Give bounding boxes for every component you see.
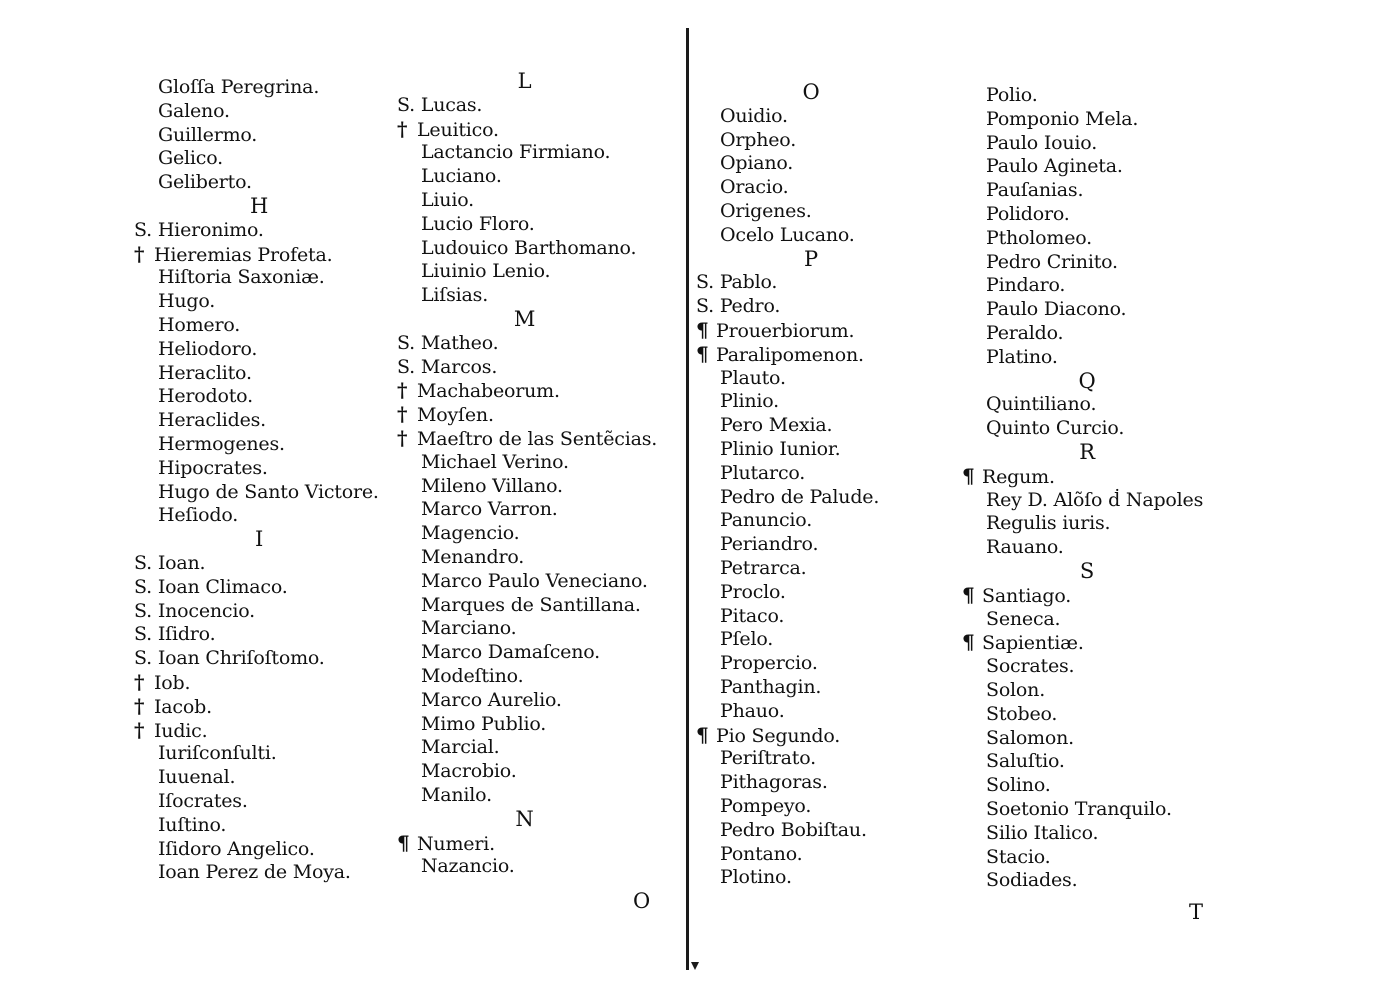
section-letter: H (249, 193, 269, 218)
index-entry (397, 379, 652, 403)
index-entry (134, 576, 384, 600)
index-entry-text: S. Ioan Climaco. (134, 575, 288, 598)
index-entry (134, 243, 384, 267)
index-entry (696, 843, 926, 867)
section-letter: I (254, 527, 264, 552)
index-entry (696, 152, 926, 176)
index-entry (397, 284, 652, 308)
pilcrow-icon: ¶ (397, 830, 410, 855)
index-entry-text: Nazancio. (421, 855, 515, 878)
index-entry-text: Liuio. (421, 188, 474, 211)
index-entry-text: Plotino. (720, 866, 792, 889)
index-entry (696, 295, 926, 319)
index-entry-text: Macrobio. (421, 760, 517, 783)
index-entry (397, 451, 652, 475)
index-entry-text: Geliberto. (158, 171, 252, 194)
index-entry (696, 390, 926, 414)
index-entry (134, 695, 384, 719)
index-entry-text: Mimo Publio. (421, 712, 547, 735)
dagger-icon: † (134, 241, 145, 266)
index-entry (696, 224, 926, 248)
dagger-icon: † (397, 116, 408, 141)
index-entry (962, 322, 1212, 346)
index-entry-text: Marco Aurelio. (421, 688, 562, 711)
index-entry-text: S. Inocencio. (134, 599, 255, 622)
index-entry-text: Hieremias Profeta. (154, 243, 333, 266)
index-entry-text: Ouidio. (720, 104, 788, 127)
index-entry-text: Regulis iuris. (986, 512, 1111, 535)
index-entry-text: Polio. (986, 84, 1038, 106)
index-entry-text: Sapientiæ. (982, 632, 1084, 655)
pilcrow-icon: ¶ (696, 317, 709, 342)
index-entry-text: Menandro. (421, 545, 525, 568)
pilcrow-icon: ¶ (962, 630, 975, 655)
index-entry-text: Lucio Floro. (421, 212, 535, 235)
index-entry (962, 274, 1212, 298)
section-letter: S (1079, 558, 1095, 583)
index-entry (696, 866, 926, 890)
index-entry (134, 766, 384, 790)
index-column-1 (134, 76, 384, 885)
index-entry (397, 237, 652, 261)
index-entry-text: Propercio. (720, 652, 818, 675)
index-entry (397, 165, 652, 189)
index-entry-text: S. Iſidro. (134, 623, 216, 646)
index-entry (134, 314, 384, 338)
index-entry-text: Hugo de Santo Victore. (158, 480, 379, 503)
index-entry-text: Phauo. (720, 699, 785, 722)
section-letter: L (517, 69, 532, 93)
index-entry-text: Iuuenal. (158, 766, 236, 789)
index-entry-text: Paulo Iouio. (986, 131, 1098, 154)
index-entry-text: Machabeorum. (417, 380, 560, 403)
index-entry (962, 774, 1212, 798)
index-entry (134, 76, 384, 100)
dagger-icon: † (397, 425, 408, 450)
index-entry (397, 475, 652, 499)
index-entry-text: S. Pablo. (696, 271, 778, 294)
index-entry (696, 319, 926, 343)
index-entry (962, 869, 1212, 893)
index-entry (397, 617, 652, 641)
index-entry (397, 641, 652, 665)
index-entry (962, 536, 1212, 560)
index-entry-text: Periandro. (720, 533, 819, 556)
index-entry-text: Pedro Bobiſtau. (720, 818, 867, 841)
index-entry (962, 155, 1212, 179)
index-entry (962, 727, 1212, 751)
index-entry (134, 838, 384, 862)
index-entry-text: Maeſtro de las Sentẽcias. (417, 427, 658, 450)
index-entry (962, 346, 1212, 370)
index-entry-text: S. Hieronimo. (134, 218, 264, 241)
index-entry-text: Platino. (986, 345, 1058, 368)
index-entry-text: Periſtrato. (720, 747, 816, 770)
index-entry-text: Luciano. (421, 165, 502, 188)
index-entry (397, 665, 652, 689)
index-entry (397, 189, 652, 213)
index-entry-text: Marques de Santillana. (421, 593, 641, 616)
index-entry-text: Iudic. (154, 719, 208, 742)
index-entry (397, 94, 652, 118)
index-entry (134, 409, 384, 433)
index-entry (397, 855, 652, 879)
index-entry-text: Polidoro. (986, 202, 1070, 225)
index-entry-text: Pedro de Palude. (720, 485, 880, 508)
index-entry-text: S. Pedro. (696, 295, 781, 318)
dagger-icon: † (397, 402, 408, 427)
gutter-rule-end (691, 962, 699, 970)
index-entry (134, 623, 384, 647)
index-entry-text: Iuriſconſulti. (158, 742, 277, 765)
index-entry-text: Mileno Villano. (421, 474, 563, 497)
index-entry (962, 489, 1212, 513)
index-entry (134, 362, 384, 386)
index-entry (134, 481, 384, 505)
section-letter: Q (1078, 368, 1096, 393)
index-entry-text: Marco Damaſceno. (421, 641, 600, 664)
index-entry-text: Regum. (982, 465, 1055, 488)
section-letter: O (802, 80, 820, 104)
index-entry-text: Seneca. (986, 607, 1061, 630)
index-entry (397, 570, 652, 594)
index-entry (696, 652, 926, 676)
index-entry-text: Galeno. (158, 99, 230, 122)
index-entry-text: Soetonio Tranquilo. (986, 797, 1172, 820)
gutter-rule (686, 28, 689, 970)
index-entry-text: Ludouico Barthomano. (421, 236, 637, 259)
index-entry-text: Solino. (986, 774, 1051, 797)
index-entry-text: Sodiades. (986, 869, 1078, 892)
index-entry-text: Pomponio Mela. (986, 107, 1139, 130)
index-entry-text: Leuitico. (417, 118, 499, 141)
index-entry-text: Guillermo. (158, 123, 258, 146)
index-entry-text: Lactancio Firmiano. (421, 141, 611, 164)
index-entry-text: Heſiodo. (158, 504, 239, 527)
index-entry-text: Opiano. (720, 152, 794, 175)
index-entry-text: Iſidoro Angelico. (158, 837, 315, 860)
index-entry (696, 438, 926, 462)
index-entry (962, 655, 1212, 679)
index-entry (962, 798, 1212, 822)
index-entry-text: Pedro Crinito. (986, 250, 1118, 273)
index-entry-text: S. Ioan Chriſoſtomo. (134, 647, 325, 670)
index-entry-text: Paralipomenon. (716, 343, 864, 366)
index-entry (696, 605, 926, 629)
index-entry (696, 129, 926, 153)
index-entry (696, 676, 926, 700)
index-entry-text: Origenes. (720, 199, 812, 222)
index-entry (962, 608, 1212, 632)
index-entry (134, 552, 384, 576)
index-entry (397, 403, 652, 427)
section-letter: R (1079, 439, 1095, 464)
index-entry (962, 393, 1212, 417)
index-entry (397, 522, 652, 546)
index-entry-text: Quintiliano. (986, 393, 1097, 416)
index-entry (696, 367, 926, 391)
index-entry-text: Petrarca. (720, 556, 807, 579)
index-entry-text: Pero Mexia. (720, 414, 833, 437)
index-entry (962, 512, 1212, 536)
index-entry-text: Hipocrates. (158, 456, 268, 479)
index-entry (134, 171, 384, 195)
index-entry (397, 356, 652, 380)
index-entry (134, 647, 384, 671)
index-entry-text: Modeſtino. (421, 664, 524, 687)
index-entry-text: Orpheo. (720, 128, 797, 151)
index-entry (134, 504, 384, 528)
index-entry-text: Ocelo Lucano. (720, 223, 855, 246)
index-column-2 (397, 69, 658, 879)
index-entry (962, 132, 1212, 156)
index-entry (397, 260, 652, 284)
index-entry (962, 227, 1212, 251)
index-entry (134, 147, 384, 171)
index-entry (696, 628, 926, 652)
index-entry (134, 742, 384, 766)
index-entry (134, 338, 384, 362)
index-entry (696, 771, 926, 795)
index-entry-text: Pithagoras. (720, 771, 828, 794)
index-entry-text: Marcial. (421, 736, 500, 759)
index-entry-text: Salomon. (986, 726, 1074, 749)
index-entry (962, 203, 1212, 227)
index-entry (134, 290, 384, 314)
index-entry-text: Marco Paulo Veneciano. (421, 569, 648, 592)
index-entry (696, 819, 926, 843)
index-entry-text: S. Matheo. (397, 331, 499, 354)
index-entry (397, 546, 652, 570)
pilcrow-icon: ¶ (962, 582, 975, 607)
index-entry-text: Silio Italico. (986, 821, 1099, 844)
index-entry (962, 84, 1212, 108)
index-entry-text: Pontano. (720, 842, 803, 865)
index-entry (962, 679, 1212, 703)
index-entry-text: Solon. (986, 678, 1046, 701)
index-entry-text: Plinio Iunior. (720, 437, 841, 460)
index-entry-text: Pitaco. (720, 604, 785, 627)
index-entry (962, 631, 1212, 655)
index-entry (397, 141, 652, 165)
index-entry (696, 747, 926, 771)
index-entry (397, 118, 652, 142)
index-entry (397, 213, 652, 237)
pilcrow-icon: ¶ (696, 341, 709, 366)
index-entry (696, 105, 926, 129)
index-entry (696, 486, 926, 510)
index-entry (134, 719, 384, 743)
index-entry (962, 251, 1212, 275)
index-entry (397, 736, 652, 760)
catchword-right-page: T (1189, 900, 1204, 924)
index-entry (962, 108, 1212, 132)
index-entry-text: Socrates. (986, 655, 1075, 678)
index-entry-text: Saluſtio. (986, 750, 1065, 773)
section-letter: M (513, 306, 536, 331)
index-entry-text: Pindaro. (986, 274, 1066, 297)
index-entry (962, 417, 1212, 441)
index-entry (696, 271, 926, 295)
pilcrow-icon: ¶ (696, 722, 709, 747)
index-entry (134, 100, 384, 124)
index-entry (962, 846, 1212, 870)
index-entry (962, 822, 1212, 846)
index-entry (134, 790, 384, 814)
catchword-left-page: O (633, 889, 651, 913)
dagger-icon: † (134, 693, 145, 718)
index-entry (696, 724, 926, 748)
index-entry-text: Liſsias. (421, 284, 489, 307)
index-entry (696, 343, 926, 367)
index-entry-text: Marco Varron. (421, 498, 558, 521)
index-entry-text: Oracio. (720, 176, 789, 199)
index-entry-text: Paulo Agineta. (986, 155, 1123, 178)
index-entry (397, 594, 652, 618)
index-entry-text: Homero. (158, 313, 241, 336)
index-column-4 (962, 84, 1212, 893)
index-entry-text: Plutarco. (720, 461, 806, 484)
index-entry-text: Pio Segundo. (716, 724, 841, 747)
index-entry-text: Stacio. (986, 845, 1051, 868)
index-entry (397, 498, 652, 522)
index-entry-text: Ptholomeo. (986, 226, 1093, 249)
index-entry (696, 795, 926, 819)
index-entry-text: Proclo. (720, 580, 786, 603)
index-entry-text: Pauſanias. (986, 179, 1084, 202)
index-entry-text: Gloſſa Peregrina. (158, 76, 320, 98)
index-entry-text: Peraldo. (986, 321, 1064, 344)
index-entry-text: Heraclito. (158, 361, 252, 384)
index-entry-text: Pompeyo. (720, 794, 812, 817)
index-entry-text: Hiſtoria Saxoniæ. (158, 266, 325, 289)
index-entry-text: Prouerbiorum. (716, 319, 855, 342)
index-entry (134, 124, 384, 148)
index-entry (696, 509, 926, 533)
dagger-icon: † (134, 717, 145, 742)
index-entry (397, 760, 652, 784)
index-entry (696, 462, 926, 486)
index-entry-text: Moyſen. (417, 404, 494, 427)
index-entry-text: Panuncio. (720, 509, 813, 532)
index-entry (696, 176, 926, 200)
index-entry (134, 266, 384, 290)
index-entry-text: Heraclides. (158, 409, 267, 432)
index-entry-text: Manilo. (421, 783, 492, 806)
index-entry (397, 832, 652, 856)
index-entry (397, 784, 652, 808)
index-entry-text: Michael Verino. (421, 450, 569, 473)
index-entry-text: Gelico. (158, 147, 223, 170)
index-entry-text: Stobeo. (986, 702, 1058, 725)
index-entry-text: Paulo Diacono. (986, 298, 1127, 321)
index-entry (134, 433, 384, 457)
index-entry (962, 703, 1212, 727)
index-entry-text: Hermogenes. (158, 432, 285, 455)
index-column-3 (696, 81, 926, 890)
index-entry (696, 533, 926, 557)
index-entry (397, 689, 652, 713)
dagger-icon: † (397, 378, 408, 403)
index-entry-text: S. Marcos. (397, 355, 498, 378)
index-entry (696, 200, 926, 224)
index-entry-text: Rey D. Alõſo ḋ Napoles (986, 488, 1204, 511)
index-entry (696, 557, 926, 581)
index-entry (696, 414, 926, 438)
section-letter: N (515, 806, 534, 831)
index-entry-text: Heliodoro. (158, 337, 258, 360)
index-entry (134, 457, 384, 481)
index-entry-text: Iuſtino. (158, 813, 227, 836)
index-entry (962, 465, 1212, 489)
index-entry-text: Numeri. (417, 832, 495, 855)
index-entry-text: Pſelo. (720, 628, 774, 651)
index-entry-text: Herodoto. (158, 385, 253, 408)
index-entry (134, 600, 384, 624)
index-entry-text: Magencio. (421, 522, 520, 545)
index-entry (397, 713, 652, 737)
index-entry-text: Plauto. (720, 366, 786, 389)
index-entry (134, 219, 384, 243)
section-letter: P (804, 246, 818, 271)
index-entry-text: Panthagin. (720, 675, 822, 698)
index-entry (962, 179, 1212, 203)
index-entry-text: Plinio. (720, 390, 779, 413)
index-entry-text: Iacob. (154, 695, 212, 718)
index-entry (134, 385, 384, 409)
index-entry (696, 700, 926, 724)
index-entry-text: Quinto Curcio. (986, 417, 1125, 440)
index-entry-text: S. Lucas. (397, 93, 483, 116)
index-entry-text: Iob. (154, 671, 191, 694)
index-entry-text: Iſocrates. (158, 789, 248, 812)
index-entry (962, 298, 1212, 322)
index-entry (696, 581, 926, 605)
dagger-icon: † (134, 669, 145, 694)
index-entry (962, 584, 1212, 608)
index-entry-text: Hugo. (158, 290, 216, 313)
index-entry-text: Santiago. (982, 584, 1072, 607)
pilcrow-icon: ¶ (962, 463, 975, 488)
index-entry-text: Marciano. (421, 617, 517, 640)
index-entry-text: Rauano. (986, 536, 1064, 559)
index-entry (134, 814, 384, 838)
index-entry-text: S. Ioan. (134, 551, 206, 574)
index-entry (962, 750, 1212, 774)
index-entry (397, 425, 658, 451)
index-entry-text: Liuinio Lenio. (421, 260, 551, 283)
index-entry (134, 861, 384, 885)
index-entry (134, 671, 384, 695)
index-entry (397, 332, 652, 356)
index-entry-text: Ioan Perez de Moya. (158, 861, 351, 884)
